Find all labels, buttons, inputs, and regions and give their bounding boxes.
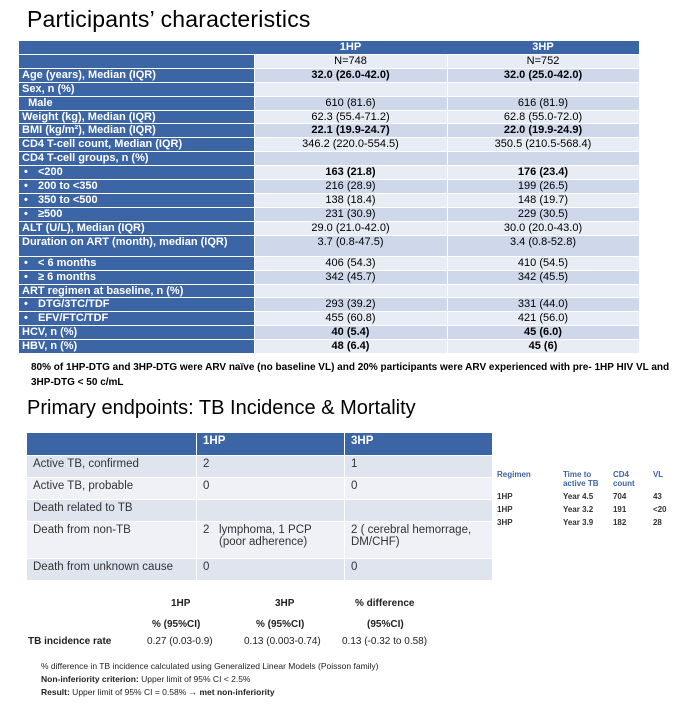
row-label-text: BMI (kg/m²), Median (IQR) xyxy=(22,124,156,137)
row-label-text: 350 to <500 xyxy=(38,193,98,206)
row-label-text: < 6 months xyxy=(38,256,97,269)
bullet-icon: • xyxy=(24,298,28,311)
row-label xyxy=(19,193,254,207)
value-3hp: 199 (26.5) xyxy=(447,180,639,194)
bullet-icon: • xyxy=(24,270,28,283)
result-conclusion: met non-inferiority xyxy=(199,687,275,697)
res-sub-3hp: % (95%CI) xyxy=(256,619,305,630)
tb-cases-header xyxy=(493,468,683,490)
row-label-text: ≥500 xyxy=(38,207,63,220)
endpoint-3hp: 0 xyxy=(345,559,493,581)
endpoint-label: Active TB, confirmed xyxy=(27,456,197,478)
value-1hp: 29.0 (21.0-42.0) xyxy=(254,221,447,235)
value-1hp: 32.0 (26.0-42.0) xyxy=(254,68,447,82)
value-3hp: 342 (45.5) xyxy=(447,270,639,284)
table-row xyxy=(493,516,683,529)
endpoint-label: Death from non-TB xyxy=(27,522,197,559)
criterion-text: Upper limit of 95% CI < 2.5% xyxy=(138,674,251,684)
bullet-icon: • xyxy=(24,207,28,220)
value-1hp: 610 (81.6) xyxy=(254,96,447,110)
table-row xyxy=(27,522,493,559)
page-title: Participants’ characteristics xyxy=(27,6,311,32)
row-label-text: ART regimen at baseline, n (%) xyxy=(22,284,184,297)
row-label xyxy=(19,312,254,326)
tb-cases-cell: Year 3.2 xyxy=(562,505,594,514)
row-label xyxy=(19,96,254,110)
tb-cases-header-cell: Time to active TB xyxy=(562,470,599,488)
table-row xyxy=(19,207,639,221)
row-label-text: ALT (U/L), Median (IQR) xyxy=(22,221,145,234)
value-3hp: 331 (44.0) xyxy=(447,298,639,312)
value-1hp: 346.2 (220.0-554.5) xyxy=(254,138,447,152)
value-3hp: 3.4 (0.8-52.8) xyxy=(447,235,639,256)
n-3hp: N=752 xyxy=(447,54,639,68)
table-row xyxy=(19,152,639,166)
table-row xyxy=(493,490,683,503)
value-3hp: 616 (81.9) xyxy=(447,96,639,110)
row-label xyxy=(19,340,254,354)
tb-cases-cell: 1HP xyxy=(497,492,513,501)
table-row xyxy=(27,478,493,500)
table-row xyxy=(19,166,639,180)
row-label-text: ≥ 6 months xyxy=(38,270,96,283)
row-label-text: <200 xyxy=(38,166,63,179)
endpoint-header-1hp: 1HP xyxy=(197,433,345,456)
value-3hp: 176 (23.4) xyxy=(447,166,639,180)
row-label-text: Sex, n (%) xyxy=(22,82,75,95)
value-3hp: 62.8 (55.0-72.0) xyxy=(447,110,639,124)
table-row xyxy=(19,82,639,96)
table-row xyxy=(27,559,493,581)
value-3hp xyxy=(447,82,639,96)
res-value-diff: 0.13 (-0.32 to 0.58) xyxy=(342,636,428,647)
footnote-line2 xyxy=(41,673,379,686)
endpoint-1hp-count: 2 xyxy=(203,524,210,536)
res-sub-diff: (95%CI) xyxy=(367,619,404,630)
tb-cases-header-cell: CD4 count xyxy=(612,470,635,488)
table-row xyxy=(19,270,639,284)
n-row-label xyxy=(19,54,254,68)
participants-table xyxy=(19,41,640,354)
tb-cases-cell: 28 xyxy=(652,518,662,527)
value-1hp: 216 (28.9) xyxy=(254,180,447,194)
endpoint-1hp-detail: lymphoma, 1 PCP (poor adherence) xyxy=(219,524,312,548)
bullet-icon: • xyxy=(24,256,28,269)
header-1hp: 1HP xyxy=(254,41,447,54)
value-3hp: 45 (6.0) xyxy=(447,326,639,340)
naive-note: 80% of 1HP-DTG and 3HP-DTG were ARV naïve (no baseline VL) and 20% participants were ARV experienced with pre- 1HP HIV VL and 3HP-DTG < 50 c/mL xyxy=(31,362,670,388)
value-1hp: 48 (6.4) xyxy=(254,340,447,354)
table-row xyxy=(19,256,639,270)
table-row xyxy=(493,503,683,516)
value-3hp: 421 (56.0) xyxy=(447,312,639,326)
row-label-text: CD4 T-cell count, Median (IQR) xyxy=(22,138,183,151)
n-1hp: N=748 xyxy=(254,54,447,68)
row-label xyxy=(19,82,254,96)
bullet-icon: • xyxy=(24,180,28,193)
header-3hp: 3HP xyxy=(447,41,639,54)
table-row xyxy=(19,340,639,354)
row-label-text: Age (years), Median (IQR) xyxy=(22,68,156,81)
row-label xyxy=(19,152,254,166)
endpoint-1hp-count: 2 xyxy=(203,458,210,470)
footnote-line1: % difference in TB incidence calculated using Generalized Linear Models (Poisson family) xyxy=(41,661,379,671)
value-1hp: 3.7 (0.8-47.5) xyxy=(254,235,447,256)
row-label xyxy=(19,326,254,340)
value-1hp: 455 (60.8) xyxy=(254,312,447,326)
row-label xyxy=(19,270,254,284)
endpoint-3hp xyxy=(345,500,493,522)
row-label-text: EFV/FTC/TDF xyxy=(38,312,109,325)
criterion-label: Non-inferiority criterion: xyxy=(41,674,139,684)
tb-cases-cell: Year 4.5 xyxy=(562,492,594,501)
endpoint-3hp: 0 xyxy=(345,478,493,500)
endpoint-1hp-detail xyxy=(219,458,319,470)
table-row xyxy=(19,110,639,124)
tb-cases-cell: 182 xyxy=(612,518,627,527)
res-value-3hp: 0.13 (0.003-0.74) xyxy=(244,636,321,647)
endpoint-header-3hp: 3HP xyxy=(345,433,493,456)
endpoint-1hp xyxy=(197,522,345,559)
table-row xyxy=(19,298,639,312)
value-1hp: 342 (45.7) xyxy=(254,270,447,284)
value-1hp: 293 (39.2) xyxy=(254,298,447,312)
table-row xyxy=(19,221,639,235)
endpoint-label: Death from unknown cause xyxy=(27,559,197,581)
row-label-text: Duration on ART (month), median (IQR) xyxy=(22,235,228,248)
value-1hp: 231 (30.9) xyxy=(254,207,447,221)
value-3hp: 30.0 (20.0-43.0) xyxy=(447,221,639,235)
res-col-1hp: 1HP xyxy=(171,598,191,609)
endpoints-table xyxy=(26,432,493,581)
value-3hp: 32.0 (25.0-42.0) xyxy=(447,68,639,82)
value-3hp xyxy=(447,152,639,166)
value-1hp xyxy=(254,152,447,166)
result-text: Upper limit of 95% CI = 0.58% → xyxy=(69,687,200,697)
tb-cases-cell: 3HP xyxy=(497,518,513,527)
header-blank xyxy=(19,41,254,54)
value-1hp: 40 (5.4) xyxy=(254,326,447,340)
tb-cases-header-cell: Regimen xyxy=(497,470,531,479)
endpoint-header-blank xyxy=(27,433,197,456)
endpoint-label: Death related to TB xyxy=(27,500,197,522)
endpoint-1hp xyxy=(197,500,345,522)
endpoint-1hp-count: 0 xyxy=(203,480,210,492)
tb-cases-cell: 704 xyxy=(612,492,627,501)
value-3hp: 410 (54.5) xyxy=(447,256,639,270)
endpoint-3hp: 1 xyxy=(345,456,493,478)
res-value-1hp: 0.27 (0.03-0.9) xyxy=(147,636,213,647)
value-3hp: 45 (6) xyxy=(447,340,639,354)
row-label-text: 200 to <350 xyxy=(38,180,98,193)
footnote-line3 xyxy=(41,686,379,699)
tb-cases-cell: Year 3.9 xyxy=(562,518,594,527)
row-label-text: DTG/3TC/TDF xyxy=(38,298,110,311)
value-1hp: 163 (21.8) xyxy=(254,166,447,180)
table-row xyxy=(19,180,639,194)
row-label-text: HBV, n (%) xyxy=(22,340,78,353)
footnote xyxy=(41,660,379,699)
row-label-text: CD4 T-cell groups, n (%) xyxy=(22,152,149,165)
table-row xyxy=(19,193,639,207)
value-3hp xyxy=(447,284,639,298)
res-sub-1hp: % (95%CI) xyxy=(152,619,201,630)
tb-cases-cell: <20 xyxy=(652,505,667,514)
value-1hp: 22.1 (19.9-24.7) xyxy=(254,124,447,138)
value-3hp: 350.5 (210.5-568.4) xyxy=(447,138,639,152)
endpoint-label: Active TB, probable xyxy=(27,478,197,500)
table-row xyxy=(19,68,639,82)
res-col-diff: % difference xyxy=(355,598,415,609)
row-label-text: Weight (kg), Median (IQR) xyxy=(22,110,156,123)
tb-cases-cell: 43 xyxy=(652,492,662,501)
endpoint-1hp-detail xyxy=(219,561,319,573)
table-row xyxy=(19,138,639,152)
value-3hp: 148 (19.7) xyxy=(447,193,639,207)
table-row xyxy=(27,500,493,522)
table-row xyxy=(19,284,639,298)
row-label xyxy=(19,207,254,221)
row-label xyxy=(19,298,254,312)
value-3hp: 229 (30.5) xyxy=(447,207,639,221)
tb-cases-table xyxy=(493,468,683,529)
row-label xyxy=(19,124,254,138)
section-title: Primary endpoints: TB Incidence & Mortality xyxy=(27,397,416,419)
table-row xyxy=(19,96,639,110)
row-label xyxy=(19,221,254,235)
endpoint-3hp: 2 ( cerebral hemorrage, DM/CHF) xyxy=(345,522,493,559)
row-label xyxy=(19,110,254,124)
row-label xyxy=(19,166,254,180)
result-label: Result: xyxy=(41,687,70,697)
table-row xyxy=(19,235,639,256)
bullet-icon: • xyxy=(24,166,28,179)
row-label xyxy=(19,256,254,270)
table-row xyxy=(27,456,493,478)
tb-cases-cell: 1HP xyxy=(497,505,513,514)
tb-cases-cell: 191 xyxy=(612,505,627,514)
bullet-icon: • xyxy=(24,312,28,325)
table-row xyxy=(19,124,639,138)
row-label xyxy=(19,235,254,256)
endpoint-1hp xyxy=(197,559,345,581)
value-3hp: 22.0 (19.9-24.9) xyxy=(447,124,639,138)
table-row xyxy=(19,312,639,326)
bullet-icon: • xyxy=(24,193,28,206)
value-1hp: 406 (54.3) xyxy=(254,256,447,270)
row-label xyxy=(19,68,254,82)
res-row-label: TB incidence rate xyxy=(28,636,112,647)
tb-cases-header-cell: VL xyxy=(652,470,664,479)
value-1hp: 62.3 (55.4-71.2) xyxy=(254,110,447,124)
row-label xyxy=(19,284,254,298)
value-1hp xyxy=(254,284,447,298)
endpoint-1hp xyxy=(197,456,345,478)
table-row xyxy=(19,326,639,340)
row-label xyxy=(19,180,254,194)
row-label xyxy=(19,138,254,152)
row-label-text: Male xyxy=(22,96,53,109)
endpoint-1hp-detail xyxy=(219,480,319,492)
endpoint-1hp-count: 0 xyxy=(203,561,210,573)
endpoint-1hp xyxy=(197,478,345,500)
row-label-text: HCV, n (%) xyxy=(22,326,78,339)
value-1hp xyxy=(254,82,447,96)
res-col-3hp: 3HP xyxy=(275,598,295,609)
value-1hp: 138 (18.4) xyxy=(254,193,447,207)
